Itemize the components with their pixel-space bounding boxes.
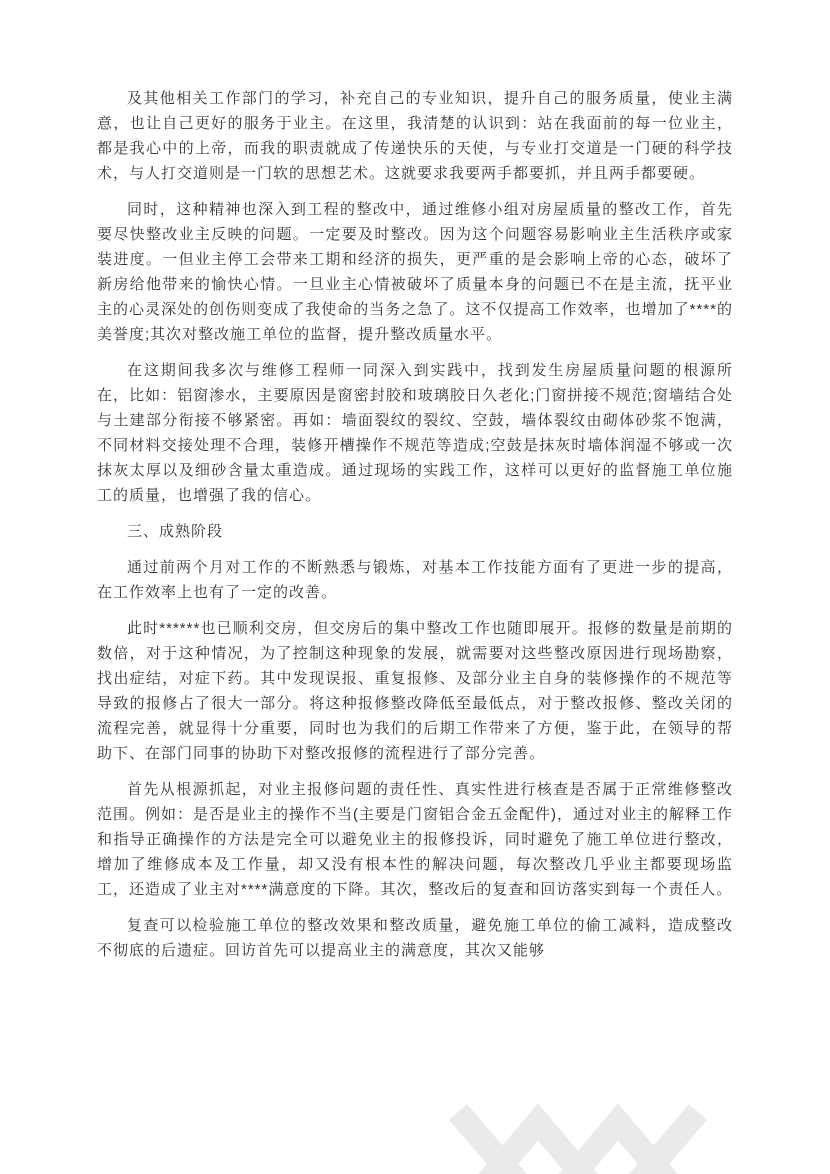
- paragraph-4: 通过前两个月对工作的不断熟悉与锻炼，对基本工作技能方面有了更进一步的提高，在工作效率上也有了一定的改善。: [97, 559, 733, 601]
- paragraph-7: 复查可以检验施工单位的整改效果和整改质量，避免施工单位的偷工减料，造成整改不彻底的后遗症。回访首先可以提高业主的满意度，其次又能够: [97, 917, 733, 959]
- paragraph-6: 首先从根源抓起，对业主报修问题的责任性、真实性进行核查是否属于正常维修整改范围。例如：是否是业主的操作不当(主要是门窗铝合金五金配件)，通过对业主的解释工作和指导正确操作的方法是完全可以避免业主的报修投诉，同时避免了施工单位进行整改，增加了维修成本及工作量，却又没有根本性的解决问题，每次整改几乎业主都要现场监工，还造成了业主对****满意度的下降。其次，整改后的复查和回访落实到每一个责任人。: [97, 781, 733, 898]
- paragraph-2: 同时，这种精神也深入到工程的整改中，通过维修小组对房屋质量的整改工作，首先要尽快整改业主反映的问题。一定要及时整改。因为这个问题容易影响业主生活秩序或家装进度。一但业主停工会带来工期和经济的损失，更严重的是会影响上帝的心态，破坏了新房给他带来的愉快心情。一旦业主心情被破坏了质量本身的问题已不在是主流，抚平业主的心灵深处的创伤则变成了我使命的当务之急了。这不仅提高工作效率，也增加了****的美誉度;其次对整改施工单位的监督，提升整改质量水平。: [97, 201, 733, 343]
- paragraph-1: 及其他相关工作部门的学习，补充自己的专业知识，提升自己的服务质量，使业主满意，也让自己更好的服务于业主。在这里，我清楚的认识到：站在我面前的每一位业主，都是我心中的上帝，而我的职责就成了传递快乐的天使，与专业打交道是一门硬的科学技术，与人打交道则是一门软的思想艺术。这就要求我要两手都要抓，并且两手都要硬。: [97, 90, 733, 182]
- paragraph-5: 此时******也已顺利交房，但交房后的集中整改工作也随即展开。报修的数量是前期的数倍，对于这种情况，为了控制这种现象的发展，就需要对这些整改原因进行现场勘察，找出症结，对症下药。其中发现误报、重复报修、及部分业主自身的装修操作的不规范等导致的报修占了很大一部分。将这种报修整改降低至最低点，对于整改报修、整改关闭的流程完善，就显得十分重要，同时也为我们的后期工作带来了方便，鉴于此，在领导的帮助下、在部门同事的协助下对整改报修的流程进行了部分完善。: [97, 620, 733, 762]
- section-heading: 三、成熟阶段: [127, 523, 224, 540]
- paragraph-3: 在这期间我多次与维修工程师一同深入到实践中，找到发生房屋质量问题的根源所在，比如：铝窗渗水，主要原因是窗密封胶和玻璃胶日久老化;门窗拼接不规范;窗墙结合处与土建部分衔接不够紧密。再如：墙面裂纹的裂纹、空鼓，墙体裂纹由砌体砂浆不饱满，不同材料交接处理不合理，装修开槽操作不规范等造成;空鼓是抹灰时墙体润湿不够或一次抹灰太厚以及细砂含量太重造成。通过现场的实践工作，这样可以更好的监督施工单位施工的质量，也增强了我的信心。: [97, 362, 733, 504]
- watermark-logo: [420, 1082, 740, 1174]
- watermark-logo-graphic: [420, 1082, 740, 1174]
